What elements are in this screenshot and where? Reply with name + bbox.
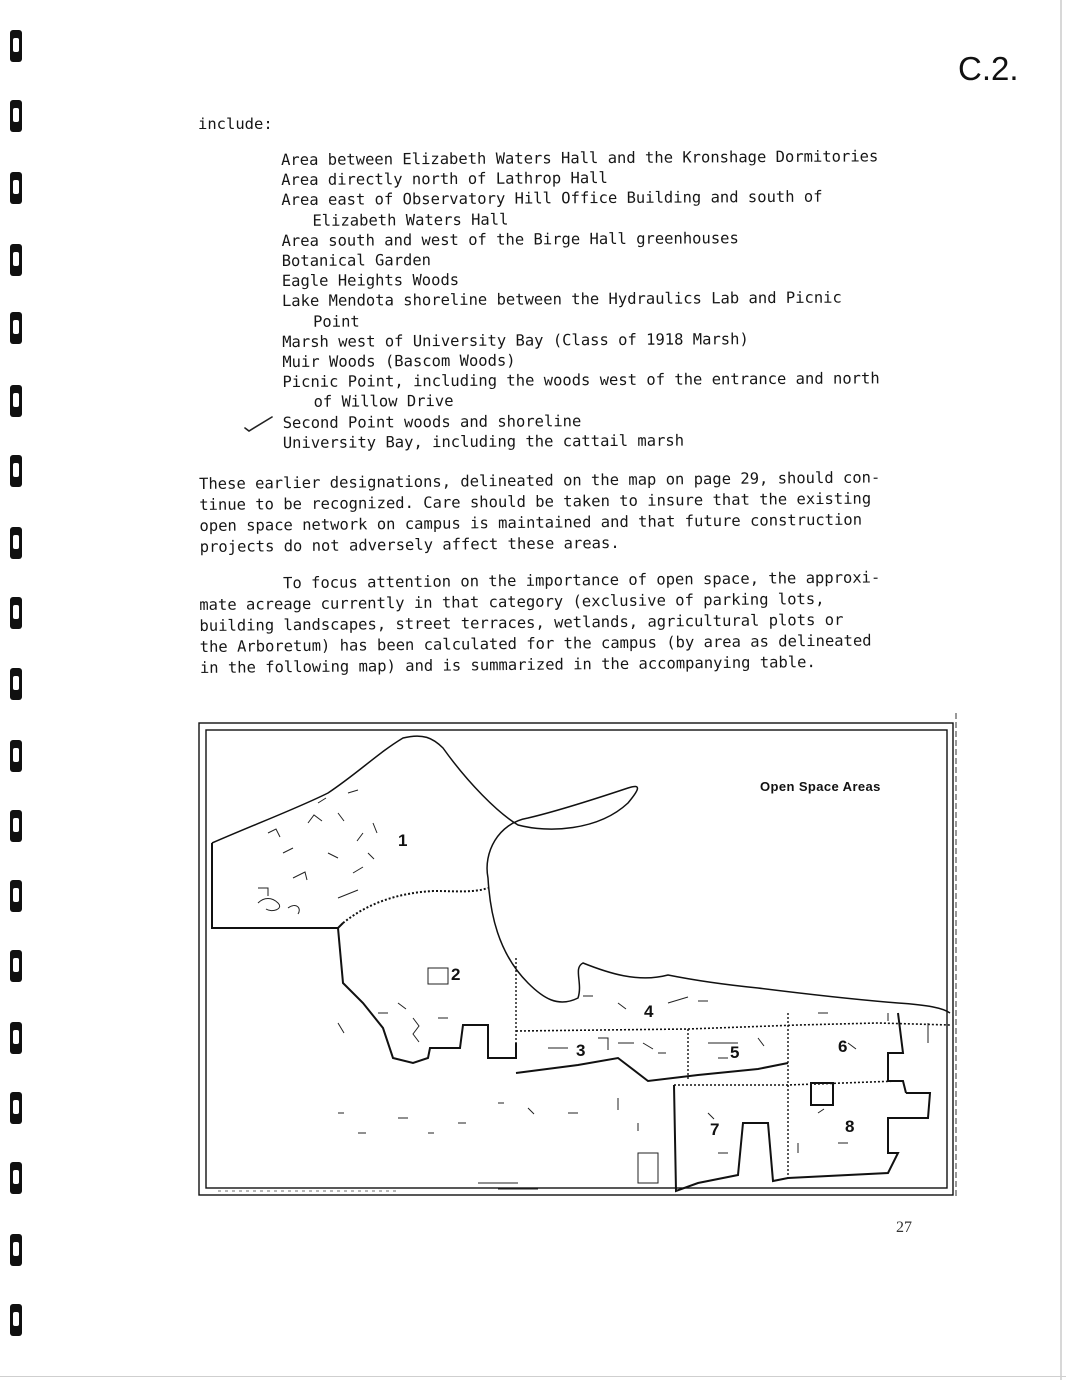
- map-area-6: 6: [838, 1037, 848, 1056]
- paragraph-line: in the following map) and is summarized in the accompanying table.: [199, 653, 816, 677]
- paragraph-line: building landscapes, street terraces, wetlands, agricultural plots or: [199, 610, 844, 635]
- building-footprints: [258, 790, 928, 1189]
- spiral-binding: [8, 0, 28, 1380]
- paragraph-line: the Arboretum) has been calculated for the campus (by area as delineated: [199, 631, 872, 656]
- map-area-5: 5: [730, 1043, 740, 1062]
- acreage-paragraph: [199, 567, 970, 679]
- map-area-8: 8: [845, 1117, 855, 1136]
- list-item: Area east of Observatory Hill Office Building and south of: [281, 188, 823, 210]
- map-area-2: 2: [451, 965, 461, 984]
- list-item-continuation: of Willow Drive: [313, 392, 454, 412]
- list-item: University Bay, including the cattail marsh: [282, 431, 685, 452]
- list-item-continuation: Point: [312, 312, 360, 331]
- map-area-4: 4: [644, 1002, 654, 1021]
- list-item: Area between Elizabeth Waters Hall and the Kronshage Dormitories: [281, 147, 879, 169]
- page-bottom-edge: [0, 1376, 1066, 1377]
- shoreline: [212, 736, 950, 1013]
- page-edge: [1060, 0, 1062, 1380]
- paragraph-line: projects do not adversely affect these areas.: [199, 533, 620, 556]
- paragraph-line: tinue to be recognized. Care should be taken to insure that the existing: [199, 489, 872, 514]
- open-space-list: [281, 146, 983, 453]
- list-item: Picnic Point, including the woods west of the entrance and north: [282, 369, 880, 392]
- page-number: 27: [896, 1219, 912, 1236]
- list-item: Lake Mendota shoreline between the Hydraulics Lab and Picnic: [281, 288, 842, 311]
- paragraph-line: mate acreage currently in that category (exclusive of parking lots,: [199, 589, 825, 614]
- checkmark-icon: [244, 414, 274, 434]
- list-item-continuation: Elizabeth Waters Hall: [312, 210, 509, 230]
- intro-text: include:: [198, 115, 273, 133]
- paragraph-line: To focus attention on the importance of open space, the approxi-: [283, 568, 881, 593]
- map-area-3: 3: [576, 1041, 586, 1060]
- section-label: C.2.: [958, 50, 1019, 87]
- map-area-1: 1: [398, 831, 408, 850]
- paragraph-line: These earlier designations, delineated on the map on page 29, should con-: [199, 468, 881, 493]
- designations-paragraph: [199, 467, 970, 558]
- map-title: Open Space Areas: [760, 779, 881, 794]
- list-item: Muir Woods (Bascom Woods): [282, 351, 516, 372]
- paragraph-line: open space network on campus is maintained and that future construction: [199, 510, 863, 535]
- map-area-7: 7: [710, 1120, 720, 1139]
- list-item: Botanical Garden: [281, 251, 432, 271]
- list-item: Area directly north of Lathrop Hall: [281, 169, 608, 190]
- list-item: Second Point woods and shoreline: [282, 411, 582, 432]
- list-item: Marsh west of University Bay (Class of 1918 Marsh): [282, 329, 749, 351]
- list-item: Area south and west of the Birge Hall greenhouses: [281, 229, 739, 250]
- list-item: Eagle Heights Woods: [281, 271, 460, 291]
